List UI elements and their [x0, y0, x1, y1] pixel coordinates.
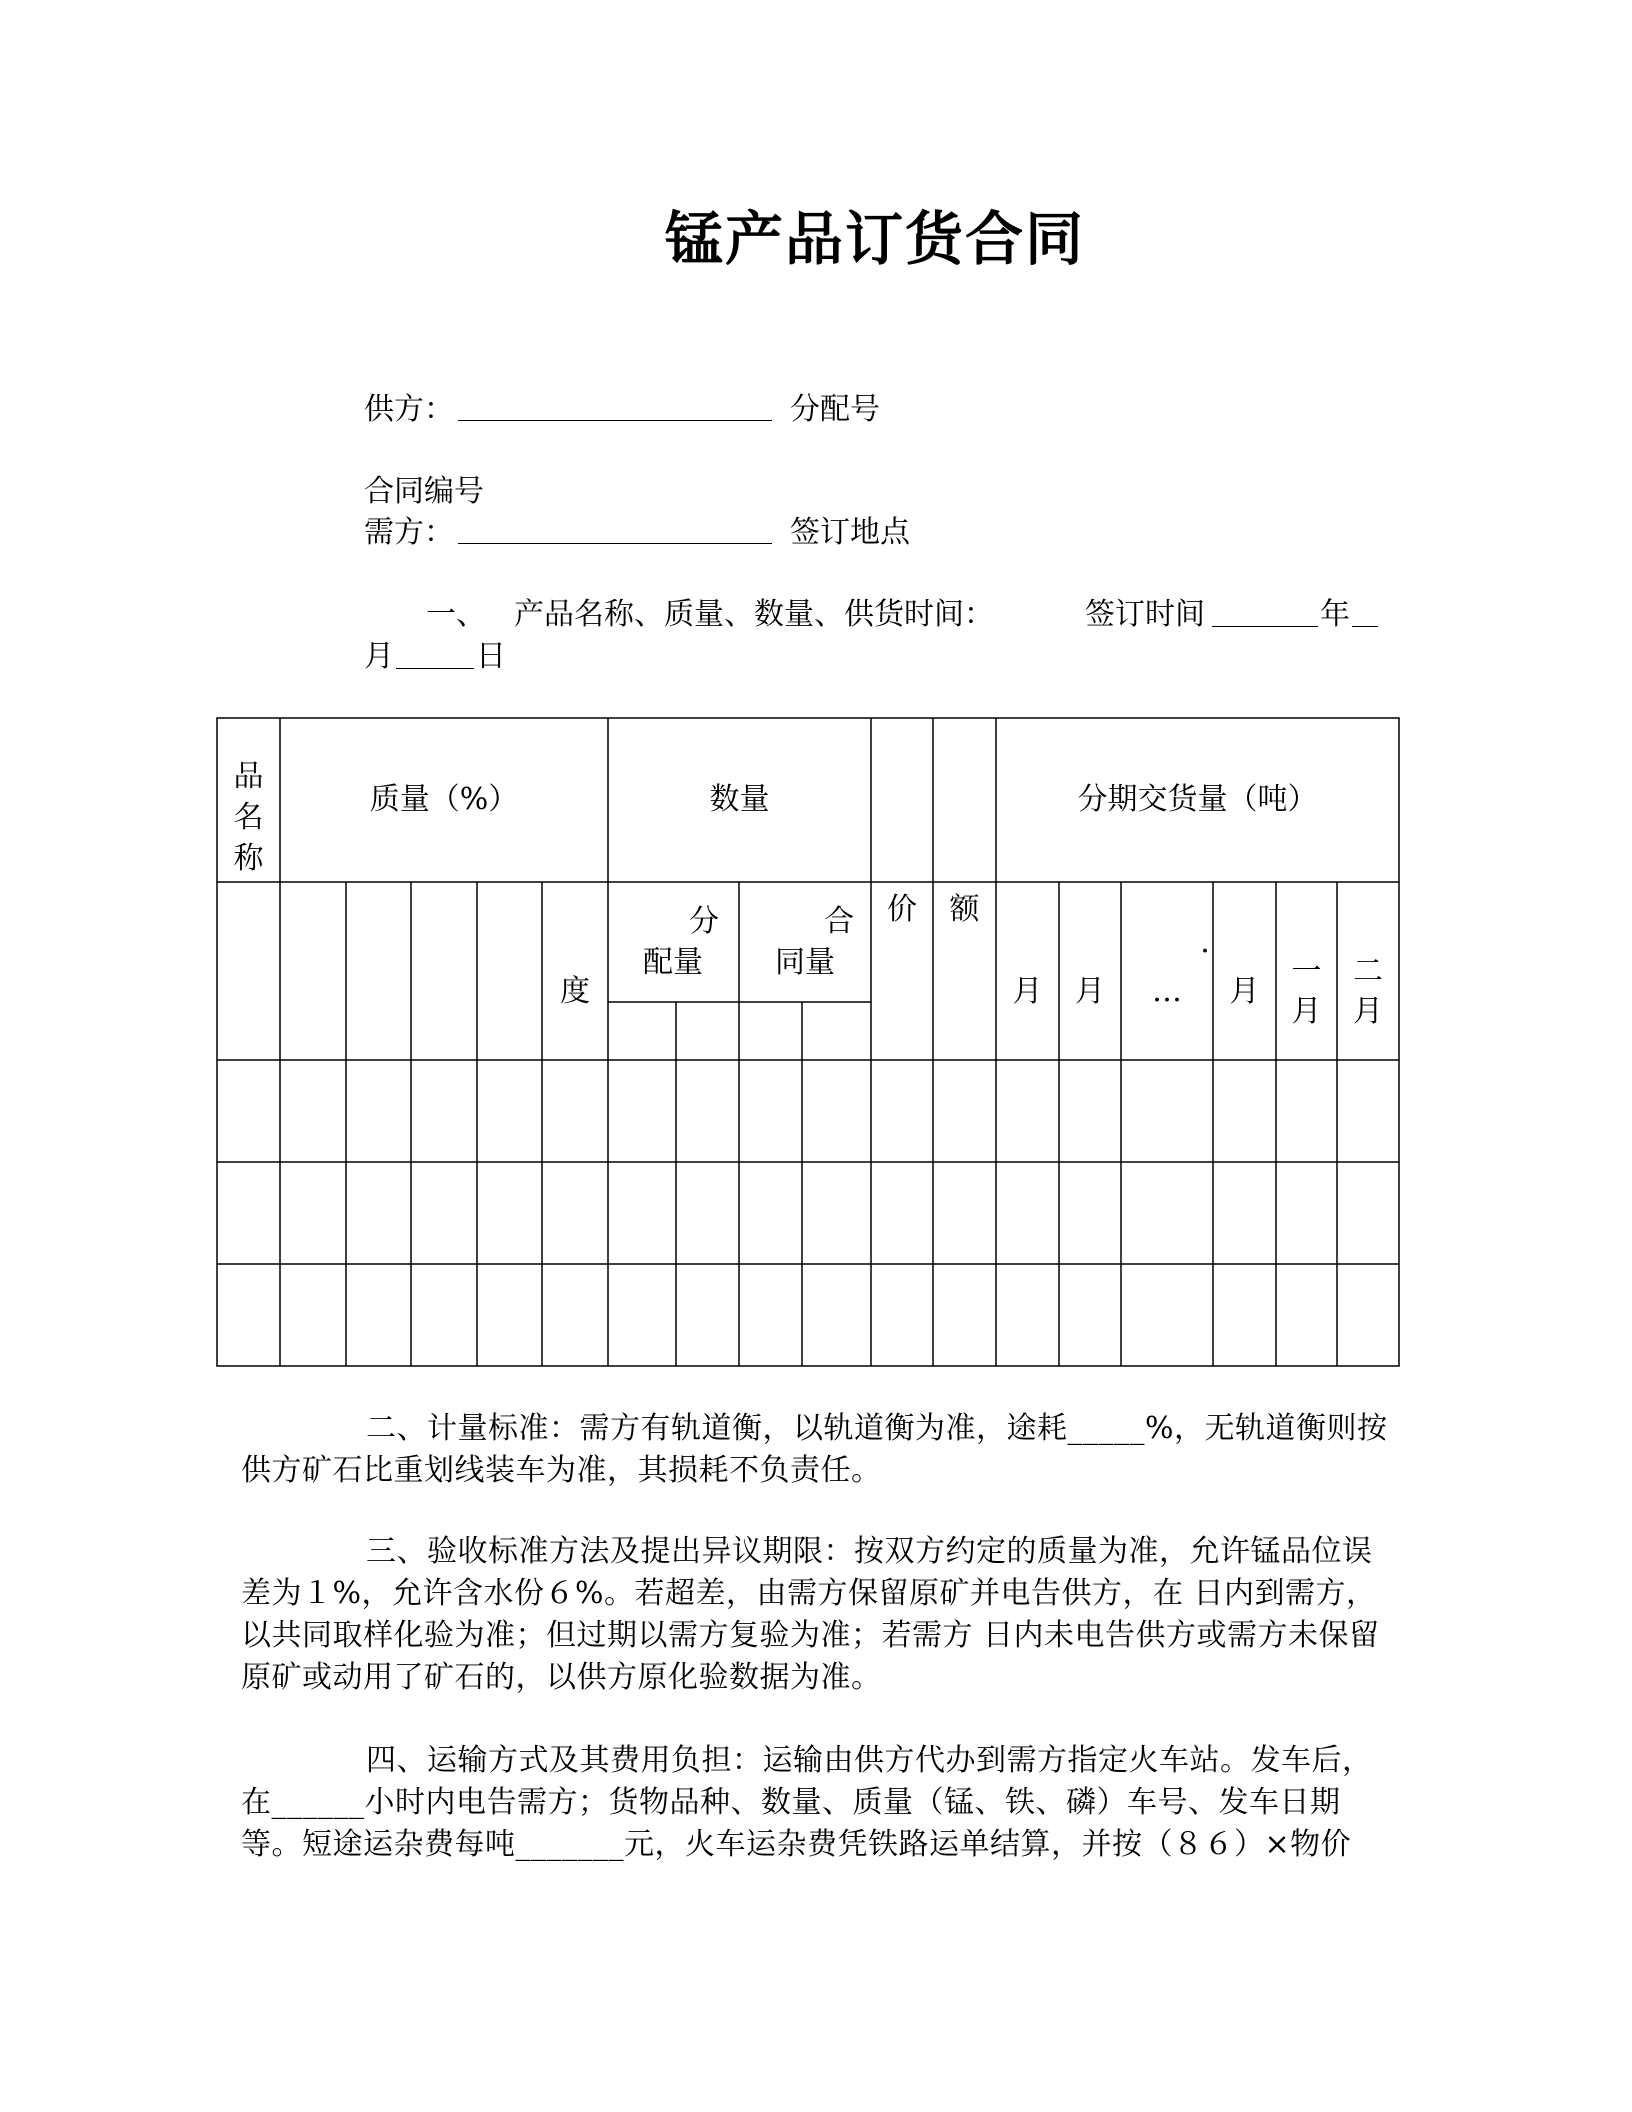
header-quality: 质量（%） [369, 782, 519, 817]
sign-time-label: 签订时间 [1085, 597, 1205, 632]
supplier-blank [458, 420, 772, 421]
page-title: 锰产品订货合同 [664, 205, 1085, 273]
year-blank [1212, 626, 1318, 627]
section-2: 二、计量标准：需方有轨道衡，以轨道衡为准，途耗_____%，无轨道衡则按供方矿石比重划线装车为准，其损耗不负责任。 [241, 1411, 1388, 1488]
month-col-2: 月 [1075, 974, 1105, 1009]
buyer-blank [458, 543, 772, 544]
sub-contract-a: 合 [824, 904, 854, 939]
section1-label: 一、 [426, 597, 486, 632]
year-label: 年 [1320, 597, 1350, 632]
header-price: 价 [887, 892, 917, 927]
month-col-3: 月 [1229, 974, 1260, 1009]
buyer-label: 需方： [364, 515, 454, 550]
month-col-12: 二 月 [1353, 954, 1383, 1029]
month-blank-b [396, 668, 474, 669]
header-quantity: 数量 [709, 782, 770, 817]
sub-allocation-a: 分 [689, 904, 719, 939]
day-label: 日 [476, 639, 506, 674]
header-product-name: 品 名 称 [233, 759, 264, 876]
month-col-11: 一 月 [1291, 954, 1322, 1029]
section-3: 三、验收标准方法及提出异议期限：按双方约定的质量为准，允许锰品位误差为１%，允许含水份６%。若超差，由需方保留原矿并电告供方，在 日内到需方，以共同取样化验为准；但过期以需方复验为准；若需方 日内未电告供方或需方未保留原矿或动用了矿石的，以供方原化验数据为准。 [241, 1534, 1380, 1695]
sign-place-label: 签订地点 [790, 515, 910, 550]
month-col-1: 月 [1012, 974, 1043, 1009]
sub-allocation-b: 配量 [643, 945, 703, 980]
header-staged-delivery: 分期交货量（吨） [1077, 782, 1318, 817]
sub-degree: 度 [560, 974, 590, 1009]
sub-contract-b: 同量 [775, 945, 835, 980]
header-amount: 额 [949, 892, 980, 927]
month-ellipsis: … [1152, 974, 1182, 1009]
month-blank-a [1352, 626, 1378, 627]
month-label: 月 [364, 639, 394, 674]
supplier-label: 供方： [364, 392, 454, 427]
section1-text: 产品名称、质量、数量、供货时间： [514, 597, 994, 632]
month-dot: · [1200, 934, 1210, 969]
section-4: 四、运输方式及其费用负担：运输由供方代办到需方指定火车站。发车后，在______小时内电告需方；货物品种、数量、质量（锰、铁、磷）车号、发车日期等。短途运杂费每吨_______元，火车运杂费凭铁路运单结算，并按（８６）×物价 [241, 1743, 1373, 1862]
contract-no-label: 合同编号 [364, 474, 484, 509]
allocation-label: 分配号 [790, 392, 880, 427]
